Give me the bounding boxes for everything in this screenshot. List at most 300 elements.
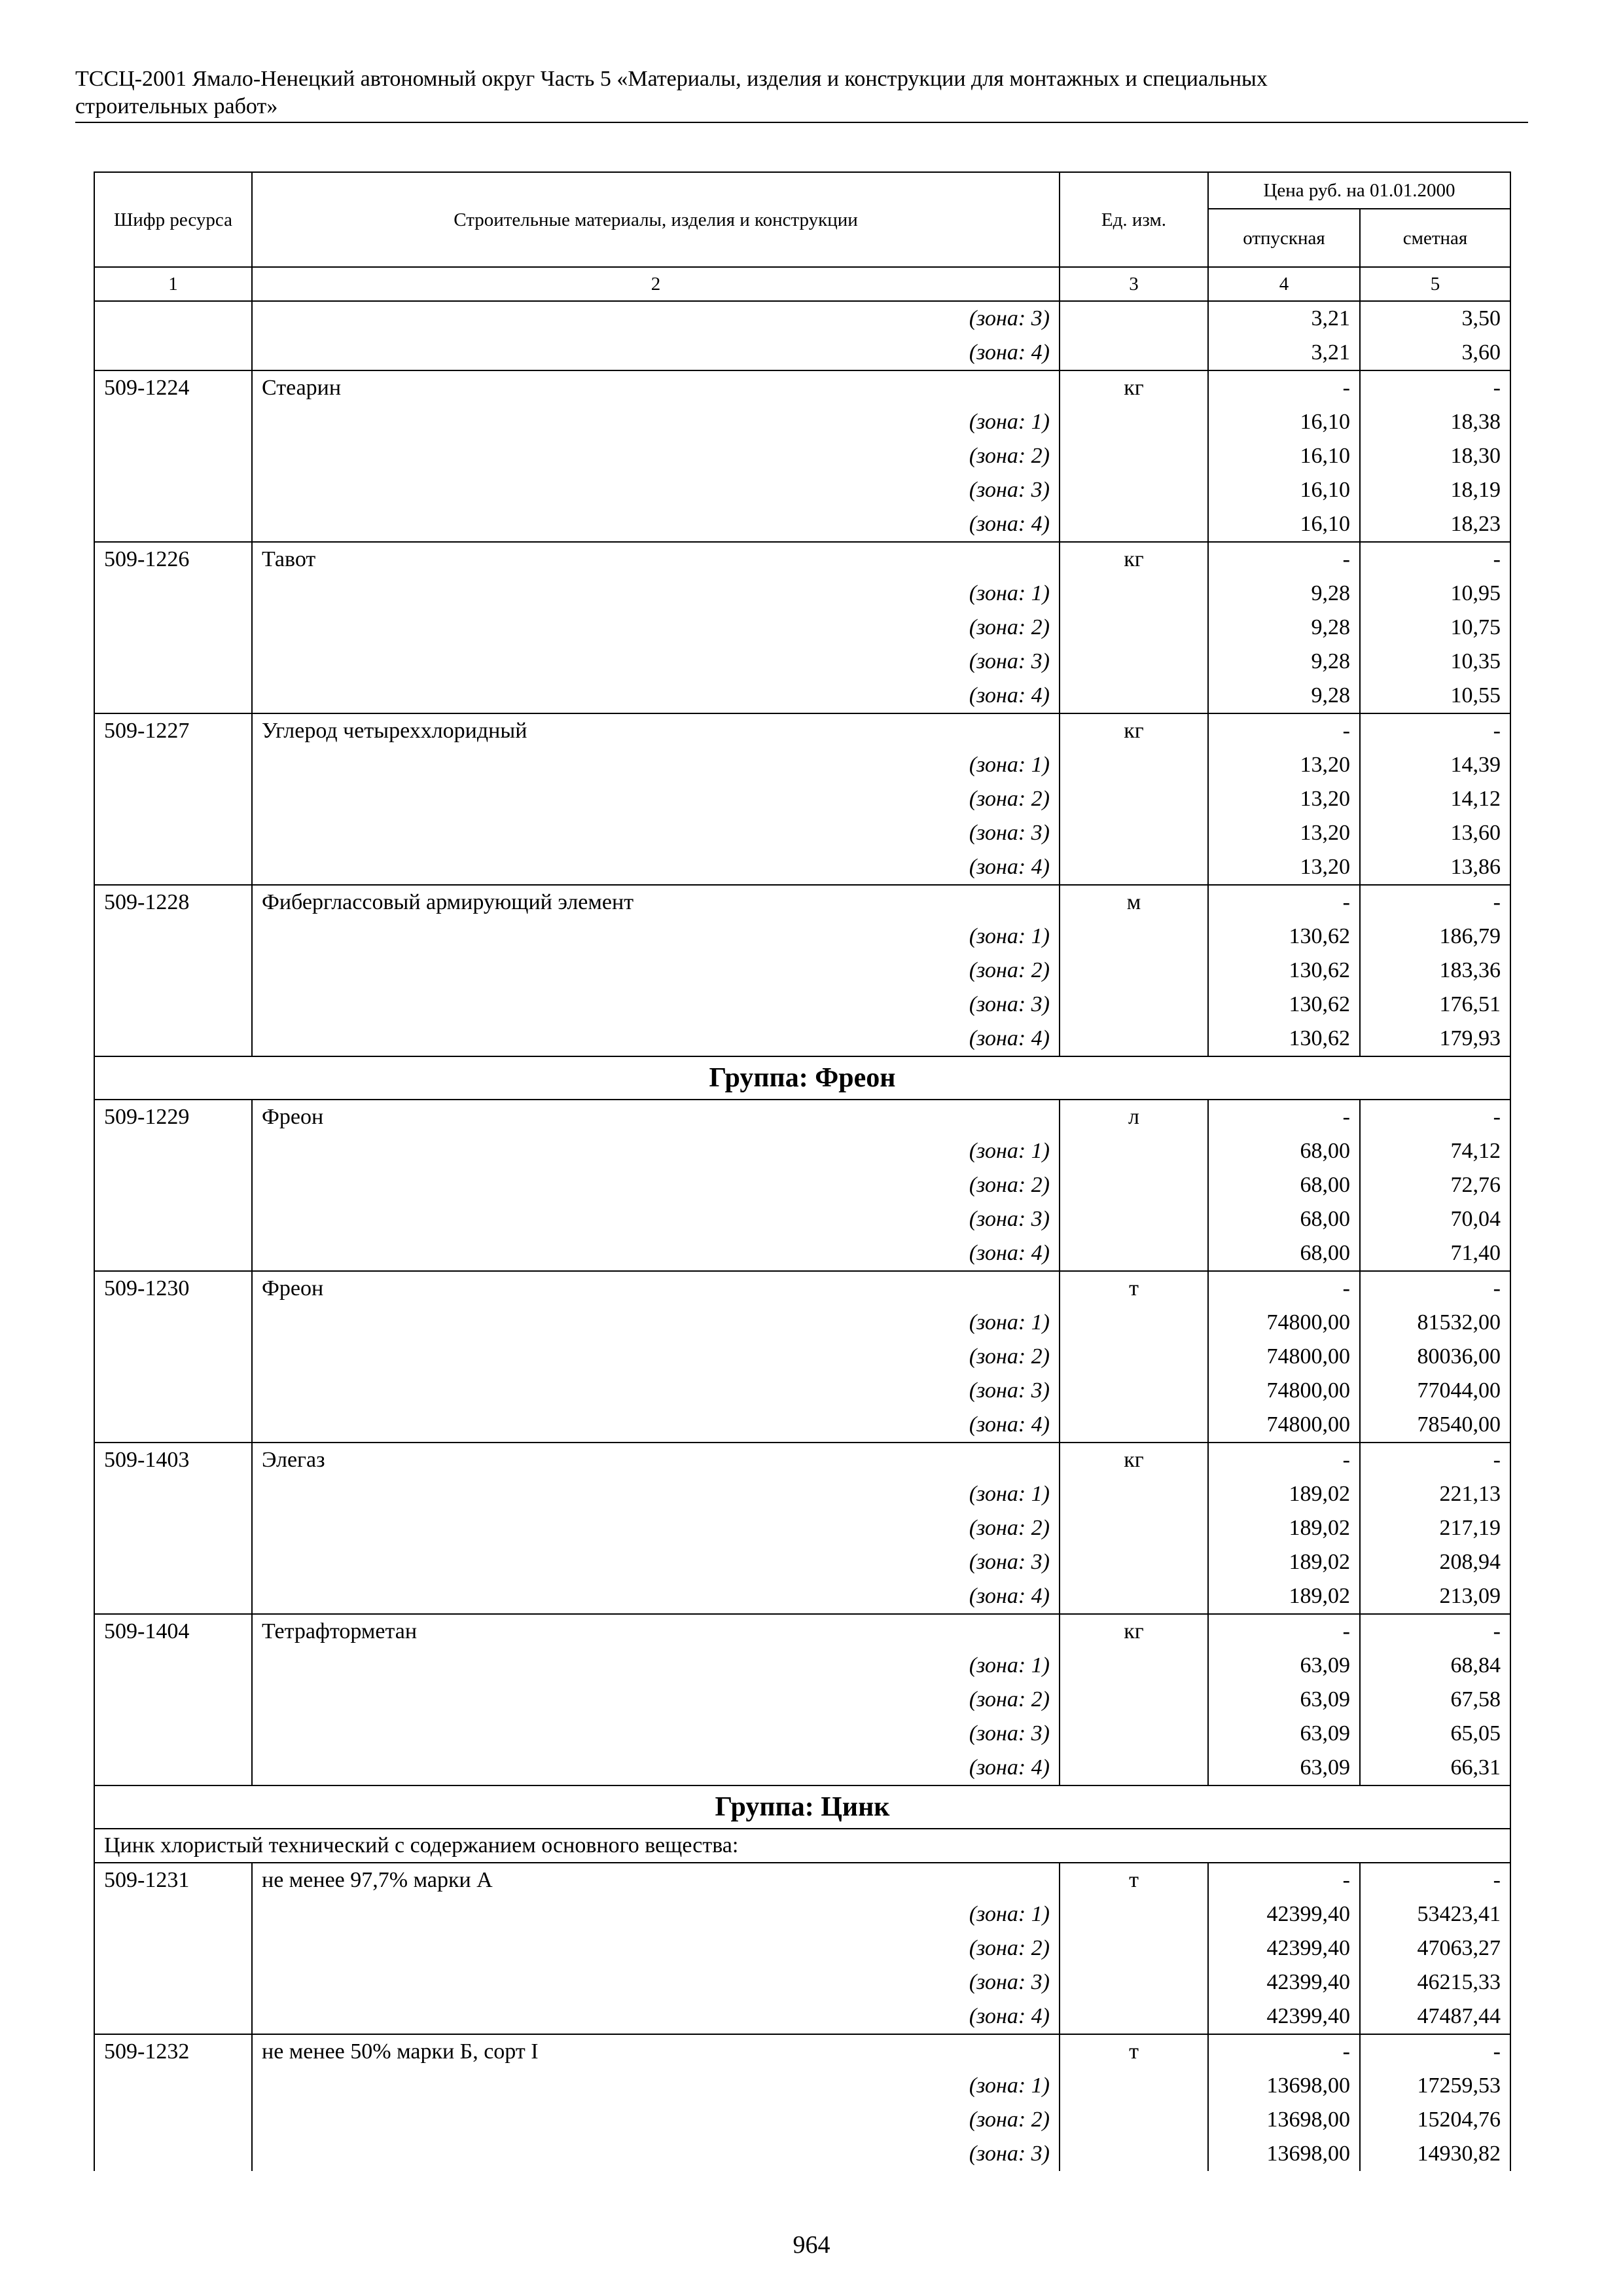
resource-code-cell [94, 2000, 252, 2034]
estimate-price-cell: 65,05 [1360, 1717, 1510, 1751]
table-row-item [94, 1100, 1510, 1134]
table-row-zone [94, 1683, 1510, 1717]
unit-cell: м [1060, 885, 1208, 920]
resource-code-cell [94, 1897, 252, 1931]
unit-cell [1060, 748, 1208, 782]
resource-code-cell [94, 1134, 252, 1168]
estimate-price-cell: 208,94 [1360, 1545, 1510, 1579]
table-row-zone [94, 1477, 1510, 1511]
zone-label-cell: (зона: 1) [252, 1897, 1060, 1931]
estimate-price-cell: 72,76 [1360, 1168, 1510, 1202]
release-price-cell: 189,02 [1208, 1511, 1360, 1545]
release-price-cell: 16,10 [1208, 405, 1360, 439]
estimate-price-cell: 13,60 [1360, 816, 1510, 850]
zone-label-cell: (зона: 1) [252, 748, 1060, 782]
resource-code-cell [94, 336, 252, 370]
table-row-item [94, 885, 1510, 920]
zone-label-cell: (зона: 2) [252, 954, 1060, 988]
table-row-zone [94, 954, 1510, 988]
release-price-cell: - [1208, 370, 1360, 405]
release-price-cell: 16,10 [1208, 507, 1360, 542]
estimate-price-cell: - [1360, 1614, 1510, 1649]
table-row-item [94, 1863, 1510, 1897]
resource-code-cell [94, 473, 252, 507]
resource-code-cell: 509-1227 [94, 713, 252, 748]
zone-label-cell: (зона: 3) [252, 1374, 1060, 1408]
estimate-price-cell: - [1360, 1100, 1510, 1134]
release-price-cell: 3,21 [1208, 336, 1360, 370]
table-row-zone [94, 1134, 1510, 1168]
unit-cell: л [1060, 1100, 1208, 1134]
zone-label-cell: (зона: 2) [252, 782, 1060, 816]
resource-name-cell: Углерод четыреххлоридный [252, 713, 1060, 748]
unit-cell [1060, 782, 1208, 816]
zone-label-cell: (зона: 4) [252, 1579, 1060, 1614]
zone-label-cell: (зона: 4) [252, 2000, 1060, 2034]
release-price-cell: 74800,00 [1208, 1340, 1360, 1374]
zone-label-cell: (зона: 3) [252, 1717, 1060, 1751]
unit-cell [1060, 1511, 1208, 1545]
table-row-zone [94, 1374, 1510, 1408]
estimate-price-cell: 3,60 [1360, 336, 1510, 370]
table-row-zone [94, 577, 1510, 611]
zone-label-cell: (зона: 3) [252, 2137, 1060, 2171]
header-divider [75, 122, 1528, 123]
table-row-zone [94, 1306, 1510, 1340]
resource-code-cell [94, 405, 252, 439]
resource-code-cell [94, 782, 252, 816]
estimate-price-cell: 14,39 [1360, 748, 1510, 782]
estimate-price-cell: 10,95 [1360, 577, 1510, 611]
resource-code-cell [94, 1306, 252, 1340]
col-header-release-price: отпускная [1208, 209, 1360, 267]
header-title-line-1: ТССЦ-2001 Ямало-Ненецкий автономный округ Часть 5 «Материалы, изделия и конструкции для монтажных и специальных [75, 67, 1268, 91]
zone-label-cell: (зона: 3) [252, 1545, 1060, 1579]
release-price-cell: 9,28 [1208, 645, 1360, 679]
zone-label-cell: (зона: 1) [252, 1134, 1060, 1168]
resource-code-cell: 509-1404 [94, 1614, 252, 1649]
table-row-zone [94, 1408, 1510, 1443]
resource-code-cell [94, 920, 252, 954]
resource-code-cell [94, 1477, 252, 1511]
zone-label-cell: (зона: 4) [252, 1022, 1060, 1056]
release-price-cell: 42399,40 [1208, 2000, 1360, 2034]
zone-label-cell: (зона: 1) [252, 2069, 1060, 2103]
table-row-zone [94, 1965, 1510, 2000]
resource-code-cell [94, 1236, 252, 1271]
release-price-cell: 13,20 [1208, 850, 1360, 885]
estimate-price-cell: 81532,00 [1360, 1306, 1510, 1340]
table-row-zone [94, 1897, 1510, 1931]
col-header-name: Строительные материалы, изделия и конструкции [252, 172, 1060, 267]
table-row-zone [94, 439, 1510, 473]
resource-code-cell [94, 1965, 252, 2000]
release-price-cell: - [1208, 1614, 1360, 1649]
col-header-unit: Ед. изм. [1060, 172, 1208, 267]
estimate-price-cell: 213,09 [1360, 1579, 1510, 1614]
resource-code-cell [94, 816, 252, 850]
estimate-price-cell: - [1360, 713, 1510, 748]
unit-cell [1060, 473, 1208, 507]
release-price-cell: - [1208, 713, 1360, 748]
estimate-price-cell: 17259,53 [1360, 2069, 1510, 2103]
resource-code-cell [94, 1649, 252, 1683]
release-price-cell: 42399,40 [1208, 1931, 1360, 1965]
estimate-price-cell: 80036,00 [1360, 1340, 1510, 1374]
zone-label-cell: (зона: 3) [252, 988, 1060, 1022]
resource-code-cell [94, 439, 252, 473]
col-header-price: Цена руб. на 01.01.2000 [1208, 172, 1510, 209]
group-note-text: Цинк хлористый технический с содержанием основного вещества: [94, 1829, 1510, 1863]
release-price-cell: 189,02 [1208, 1545, 1360, 1579]
release-price-cell: - [1208, 1100, 1360, 1134]
resource-code-cell [94, 2137, 252, 2171]
unit-cell [1060, 988, 1208, 1022]
release-price-cell: 13,20 [1208, 782, 1360, 816]
estimate-price-cell: 77044,00 [1360, 1374, 1510, 1408]
unit-cell [1060, 1022, 1208, 1056]
col-header-code: Шифр ресурса [94, 172, 252, 267]
unit-cell [1060, 439, 1208, 473]
resource-name-cell: Тетрафторметан [252, 1614, 1060, 1649]
unit-cell [1060, 301, 1208, 336]
table-row-zone [94, 405, 1510, 439]
release-price-cell: 13698,00 [1208, 2069, 1360, 2103]
resource-code-cell [94, 679, 252, 713]
zone-label-cell: (зона: 2) [252, 439, 1060, 473]
resource-name-cell: не менее 97,7% марки А [252, 1863, 1060, 1897]
zone-label-cell: (зона: 3) [252, 301, 1060, 336]
zone-label-cell: (зона: 3) [252, 1965, 1060, 2000]
group-note-row [94, 1829, 1510, 1863]
table-row-zone [94, 988, 1510, 1022]
zone-label-cell: (зона: 1) [252, 1649, 1060, 1683]
unit-cell [1060, 2103, 1208, 2137]
release-price-cell: 68,00 [1208, 1134, 1360, 1168]
release-price-cell: 130,62 [1208, 988, 1360, 1022]
table-row-zone [94, 1340, 1510, 1374]
resource-code-cell: 509-1231 [94, 1863, 252, 1897]
table-row-zone [94, 1751, 1510, 1785]
unit-cell [1060, 611, 1208, 645]
col-number-5: 5 [1360, 267, 1510, 301]
table-row-zone [94, 1202, 1510, 1236]
estimate-price-cell: 183,36 [1360, 954, 1510, 988]
release-price-cell: 63,09 [1208, 1717, 1360, 1751]
table-row-zone [94, 1168, 1510, 1202]
table-row-zone [94, 1931, 1510, 1965]
unit-cell [1060, 920, 1208, 954]
table-row-zone [94, 1511, 1510, 1545]
unit-cell [1060, 336, 1208, 370]
release-price-cell: 42399,40 [1208, 1897, 1360, 1931]
resource-code-cell: 509-1226 [94, 542, 252, 577]
col-number-1: 1 [94, 267, 252, 301]
release-price-cell: 16,10 [1208, 439, 1360, 473]
table-row-item [94, 1443, 1510, 1477]
col-header-estimate-price: сметная [1360, 209, 1510, 267]
table-row-zone [94, 1579, 1510, 1614]
resource-code-cell: 509-1229 [94, 1100, 252, 1134]
table-row-zone [94, 816, 1510, 850]
table-row-zone [94, 2137, 1510, 2171]
unit-cell [1060, 1751, 1208, 1785]
unit-cell [1060, 679, 1208, 713]
release-price-cell: 68,00 [1208, 1168, 1360, 1202]
table-row-zone [94, 782, 1510, 816]
resource-code-cell [94, 748, 252, 782]
col-number-2: 2 [252, 267, 1060, 301]
release-price-cell: 16,10 [1208, 473, 1360, 507]
unit-cell: кг [1060, 1443, 1208, 1477]
estimate-price-cell: 46215,33 [1360, 1965, 1510, 2000]
release-price-cell: 189,02 [1208, 1579, 1360, 1614]
resource-code-cell [94, 1168, 252, 1202]
estimate-price-cell: 3,50 [1360, 301, 1510, 336]
unit-cell: кг [1060, 1614, 1208, 1649]
group-title: Группа: Фреон [94, 1056, 1510, 1100]
estimate-price-cell: - [1360, 542, 1510, 577]
release-price-cell: - [1208, 1443, 1360, 1477]
release-price-cell: 130,62 [1208, 1022, 1360, 1056]
zone-label-cell: (зона: 2) [252, 1931, 1060, 1965]
zone-label-cell: (зона: 4) [252, 336, 1060, 370]
table-row-zone [94, 645, 1510, 679]
unit-cell [1060, 1340, 1208, 1374]
release-price-cell: 68,00 [1208, 1202, 1360, 1236]
group-header-row [94, 1785, 1510, 1829]
estimate-price-cell: 13,86 [1360, 850, 1510, 885]
zone-label-cell: (зона: 4) [252, 850, 1060, 885]
resource-code-cell [94, 2103, 252, 2137]
resource-code-cell: 509-1228 [94, 885, 252, 920]
resource-code-cell [94, 850, 252, 885]
estimate-price-cell: - [1360, 1863, 1510, 1897]
zone-label-cell: (зона: 4) [252, 1408, 1060, 1443]
group-header-row [94, 1056, 1510, 1100]
zone-label-cell: (зона: 1) [252, 1477, 1060, 1511]
unit-cell [1060, 1374, 1208, 1408]
estimate-price-cell: 78540,00 [1360, 1408, 1510, 1443]
price-table [94, 171, 1511, 2171]
table-row-zone [94, 473, 1510, 507]
unit-cell [1060, 2137, 1208, 2171]
release-price-cell: 3,21 [1208, 301, 1360, 336]
resource-name-cell: Стеарин [252, 370, 1060, 405]
unit-cell [1060, 1683, 1208, 1717]
table-row-zone [94, 2000, 1510, 2034]
unit-cell: кг [1060, 542, 1208, 577]
unit-cell [1060, 1477, 1208, 1511]
unit-cell: кг [1060, 713, 1208, 748]
estimate-price-cell: - [1360, 885, 1510, 920]
unit-cell [1060, 1931, 1208, 1965]
zone-label-cell: (зона: 2) [252, 611, 1060, 645]
zone-label-cell: (зона: 3) [252, 473, 1060, 507]
table-row-zone [94, 920, 1510, 954]
table-row-zone [94, 679, 1510, 713]
table-row-item [94, 370, 1510, 405]
unit-cell [1060, 1579, 1208, 1614]
resource-code-cell [94, 507, 252, 542]
estimate-price-cell: - [1360, 1271, 1510, 1306]
resource-code-cell [94, 1717, 252, 1751]
header-title-line-2: строительных работ» [75, 94, 278, 118]
col-number-4: 4 [1208, 267, 1360, 301]
unit-cell [1060, 850, 1208, 885]
estimate-price-cell: 18,19 [1360, 473, 1510, 507]
estimate-price-cell: 71,40 [1360, 1236, 1510, 1271]
unit-cell [1060, 1202, 1208, 1236]
estimate-price-cell: 15204,76 [1360, 2103, 1510, 2137]
resource-code-cell: 509-1403 [94, 1443, 252, 1477]
zone-label-cell: (зона: 2) [252, 1511, 1060, 1545]
estimate-price-cell: 66,31 [1360, 1751, 1510, 1785]
unit-cell [1060, 1408, 1208, 1443]
resource-code-cell [94, 2069, 252, 2103]
zone-label-cell: (зона: 1) [252, 577, 1060, 611]
zone-label-cell: (зона: 1) [252, 405, 1060, 439]
release-price-cell: 130,62 [1208, 920, 1360, 954]
resource-code-cell [94, 1022, 252, 1056]
unit-cell: т [1060, 2034, 1208, 2069]
unit-cell [1060, 1717, 1208, 1751]
zone-label-cell: (зона: 4) [252, 1236, 1060, 1271]
unit-cell [1060, 1306, 1208, 1340]
zone-label-cell: (зона: 1) [252, 1306, 1060, 1340]
estimate-price-cell: 179,93 [1360, 1022, 1510, 1056]
release-price-cell: 9,28 [1208, 611, 1360, 645]
release-price-cell: - [1208, 1271, 1360, 1306]
release-price-cell: 9,28 [1208, 679, 1360, 713]
estimate-price-cell: 74,12 [1360, 1134, 1510, 1168]
col-number-3: 3 [1060, 267, 1208, 301]
estimate-price-cell: 53423,41 [1360, 1897, 1510, 1931]
resource-code-cell [94, 988, 252, 1022]
estimate-price-cell: 10,75 [1360, 611, 1510, 645]
release-price-cell: 74800,00 [1208, 1408, 1360, 1443]
zone-label-cell: (зона: 2) [252, 1683, 1060, 1717]
table-row-zone [94, 611, 1510, 645]
unit-cell [1060, 2069, 1208, 2103]
zone-label-cell: (зона: 4) [252, 507, 1060, 542]
estimate-price-cell: 67,58 [1360, 1683, 1510, 1717]
estimate-price-cell: 10,35 [1360, 645, 1510, 679]
release-price-cell: 63,09 [1208, 1683, 1360, 1717]
resource-code-cell [94, 1340, 252, 1374]
release-price-cell: 9,28 [1208, 577, 1360, 611]
estimate-price-cell: 18,38 [1360, 405, 1510, 439]
resource-code-cell [94, 954, 252, 988]
table-row-zone [94, 1545, 1510, 1579]
estimate-price-cell: - [1360, 2034, 1510, 2069]
resource-code-cell [94, 1374, 252, 1408]
resource-name-cell: Элегаз [252, 1443, 1060, 1477]
table-row-item [94, 542, 1510, 577]
resource-code-cell [94, 645, 252, 679]
table-body [94, 301, 1510, 2171]
table-row-item [94, 1271, 1510, 1306]
release-price-cell: - [1208, 542, 1360, 577]
unit-cell [1060, 577, 1208, 611]
estimate-price-cell: 186,79 [1360, 920, 1510, 954]
zone-label-cell: (зона: 4) [252, 1751, 1060, 1785]
estimate-price-cell: 70,04 [1360, 1202, 1510, 1236]
resource-code-cell [94, 1751, 252, 1785]
estimate-price-cell: - [1360, 1443, 1510, 1477]
estimate-price-cell: 14930,82 [1360, 2137, 1510, 2171]
estimate-price-cell: 18,23 [1360, 507, 1510, 542]
resource-code-cell: 509-1232 [94, 2034, 252, 2069]
zone-label-cell: (зона: 1) [252, 920, 1060, 954]
estimate-price-cell: 47487,44 [1360, 2000, 1510, 2034]
zone-label-cell: (зона: 3) [252, 816, 1060, 850]
resource-name-cell: Тавот [252, 542, 1060, 577]
resource-name-cell: Фреон [252, 1100, 1060, 1134]
unit-cell [1060, 645, 1208, 679]
resource-code-cell [94, 1511, 252, 1545]
zone-label-cell: (зона: 3) [252, 1202, 1060, 1236]
estimate-price-cell: 14,12 [1360, 782, 1510, 816]
unit-cell: кг [1060, 370, 1208, 405]
unit-cell [1060, 816, 1208, 850]
resource-code-cell [94, 611, 252, 645]
resource-code-cell [94, 1683, 252, 1717]
release-price-cell: 63,09 [1208, 1751, 1360, 1785]
resource-code-cell: 509-1224 [94, 370, 252, 405]
resource-name-cell: Фреон [252, 1271, 1060, 1306]
table-row-zone [94, 2103, 1510, 2137]
estimate-price-cell: 18,30 [1360, 439, 1510, 473]
unit-cell [1060, 405, 1208, 439]
table-row-zone [94, 748, 1510, 782]
resource-code-cell [94, 577, 252, 611]
release-price-cell: 130,62 [1208, 954, 1360, 988]
release-price-cell: 68,00 [1208, 1236, 1360, 1271]
resource-code-cell: 509-1230 [94, 1271, 252, 1306]
release-price-cell: 13,20 [1208, 816, 1360, 850]
unit-cell [1060, 1649, 1208, 1683]
release-price-cell: 13698,00 [1208, 2137, 1360, 2171]
resource-code-cell [94, 1408, 252, 1443]
unit-cell [1060, 2000, 1208, 2034]
unit-cell: т [1060, 1271, 1208, 1306]
unit-cell [1060, 954, 1208, 988]
estimate-price-cell: 176,51 [1360, 988, 1510, 1022]
release-price-cell: 42399,40 [1208, 1965, 1360, 2000]
release-price-cell: 63,09 [1208, 1649, 1360, 1683]
estimate-price-cell: 217,19 [1360, 1511, 1510, 1545]
table-row-zone [94, 336, 1510, 370]
table-row-zone [94, 2069, 1510, 2103]
estimate-price-cell: - [1360, 370, 1510, 405]
zone-label-cell: (зона: 3) [252, 645, 1060, 679]
resource-code-cell [94, 1545, 252, 1579]
resource-code-cell [94, 1202, 252, 1236]
unit-cell [1060, 507, 1208, 542]
unit-cell [1060, 1965, 1208, 2000]
table-row-item [94, 1614, 1510, 1649]
estimate-price-cell: 221,13 [1360, 1477, 1510, 1511]
zone-label-cell: (зона: 2) [252, 1168, 1060, 1202]
release-price-cell: - [1208, 2034, 1360, 2069]
release-price-cell: - [1208, 1863, 1360, 1897]
resource-name-cell: не менее 50% марки Б, сорт I [252, 2034, 1060, 2069]
document-header [75, 65, 1528, 120]
release-price-cell: 189,02 [1208, 1477, 1360, 1511]
zone-label-cell: (зона: 4) [252, 679, 1060, 713]
table-row-zone [94, 850, 1510, 885]
